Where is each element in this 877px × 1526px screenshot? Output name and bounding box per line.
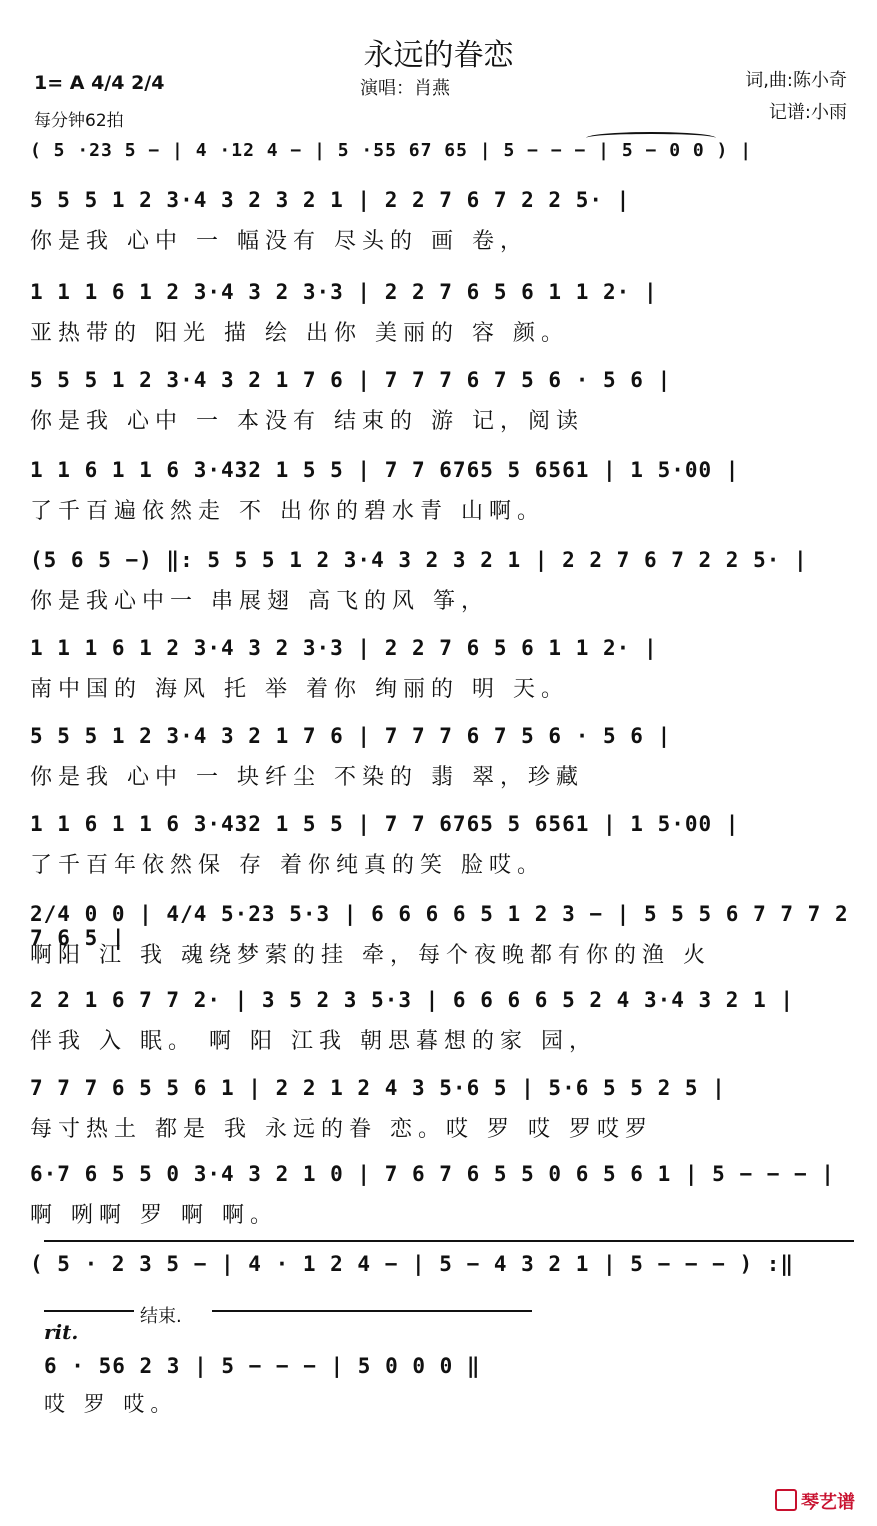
staff-lyrics: 每寸热土 都是 我 永远的眷 恋。哎 罗 哎 罗哎罗 xyxy=(30,1117,653,1142)
staff-notes: 5 5 5 1 2 3·4 3 2 3 2 1 | 2 2 7 6 7 2 2 5· | xyxy=(30,188,631,212)
staff-lyrics: 了千百遍依然走 不 出你的碧水青 山啊。 xyxy=(30,499,545,524)
ending-line-left xyxy=(44,1310,134,1312)
staff-notes: 2 2 1 6 7 7 2· | 3 5 2 3 5·3 | 6 6 6 6 5 2 4 3·4 3 2 1 | xyxy=(30,988,795,1012)
watermark xyxy=(775,1488,855,1514)
repeat-bracket-line xyxy=(44,1240,854,1242)
staff-lyrics: 亚热带的 阳光 描 绘 出你 美丽的 容 颜。 xyxy=(30,321,569,346)
staff-lyrics: 南中国的 海风 托 举 着你 绚丽的 明 天。 xyxy=(30,677,569,702)
staff-notes: 5 5 5 1 2 3·4 3 2 1 7 6 | 7 7 7 6 7 5 6 · 5 6 | xyxy=(30,368,672,392)
staff-lyrics: 啊阳 江 我 魂绕梦萦的挂 牵，每个夜晚都有你的渔 火 xyxy=(30,943,711,968)
staff-notes: 1 1 6 1 1 6 3·432 1 5 5 | 7 7 6765 5 6561 | 1 5·00 | xyxy=(30,458,740,482)
staff-notes: 5 5 5 1 2 3·4 3 2 1 7 6 | 7 7 7 6 7 5 6 · 5 6 | xyxy=(30,724,672,748)
ending-lyrics: 哎 罗 哎。 xyxy=(44,1392,178,1416)
staff-lyrics: 你是我 心中 一 本没有 结束的 游 记，阅读 xyxy=(30,409,584,434)
staff-notes: 7 7 7 6 5 5 6 1 | 2 2 1 2 4 3 5·6 5 | 5·6 5 5 2 5 | xyxy=(30,1076,726,1100)
transcriber-credit: 记谱:小雨 xyxy=(768,102,847,123)
staff-lyrics: 你是我 心中 一 块纤尘 不染的 翡 翠，珍藏 xyxy=(30,765,584,790)
watermark-text: 琴艺谱 xyxy=(801,1492,855,1513)
tempo: 每分钟62拍 xyxy=(34,111,124,131)
composer-credit: 词,曲:陈小奇 xyxy=(745,70,847,91)
staff-lyrics: 你是我 心中 一 幅没有 尽头的 画 卷， xyxy=(30,229,528,254)
ending-notes: 6 · 56 2 3 | 5 − − − | 5 0 0 0 ‖ xyxy=(44,1354,481,1378)
staff-notes: ( 5 · 2 3 5 − | 4 · 1 2 4 − | 5 − 4 3 2 1 | 5 − − − ) :‖ xyxy=(30,1252,795,1276)
staff-lyrics: 伴我 入 眠。 啊 阳 江我 朝思暮想的家 园， xyxy=(30,1029,597,1054)
intro-notes: ( 5 ·23 5 − | 4 ·12 4 − | 5 ·55 67 65 | 5 − − − | 5 − 0 0 ) | xyxy=(30,140,753,161)
staff-notes: 6·7 6 5 5 0 3·4 3 2 1 0 | 7 6 7 6 5 5 0 6 5 6 1 | 5 − − − | xyxy=(30,1162,835,1186)
staff-lyrics: 啊 咧啊 罗 啊 啊。 xyxy=(30,1203,278,1228)
ending-line-right xyxy=(212,1310,532,1312)
staff-notes: 1 1 1 6 1 2 3·4 3 2 3·3 | 2 2 7 6 5 6 1 1 2· | xyxy=(30,636,658,660)
singer-credit: 演唱：肖燕 xyxy=(360,78,450,99)
staff-lyrics: 了千百年依然保 存 着你纯真的笑 脸哎。 xyxy=(30,853,545,878)
staff-notes: 1 1 1 6 1 2 3·4 3 2 3·3 | 2 2 7 6 5 6 1 1 2· | xyxy=(30,280,658,304)
staff-notes: 2/4 0 0 | 4/4 5·23 5·3 | 6 6 6 6 5 1 2 3 − | 5 5 5 6 7 7 7 2 7 6 5 | xyxy=(30,902,849,950)
logo-icon xyxy=(775,1489,797,1511)
key-signature: 1= A 4/4 2/4 xyxy=(34,72,165,94)
ritardando-mark: rit. xyxy=(44,1320,79,1344)
staff-lyrics: 你是我心中一 串展翅 高飞的风 筝， xyxy=(30,589,489,614)
ending-label: 结束. xyxy=(140,1306,182,1327)
staff-notes: 1 1 6 1 1 6 3·432 1 5 5 | 7 7 6765 5 6561 | 1 5·00 | xyxy=(30,812,740,836)
staff-notes: (5 6 5 −) ‖: 5 5 5 1 2 3·4 3 2 3 2 1 | 2 2 7 6 7 2 2 5· | xyxy=(30,548,808,572)
page-title: 永远的眷恋 xyxy=(363,38,514,73)
slur xyxy=(586,132,716,144)
